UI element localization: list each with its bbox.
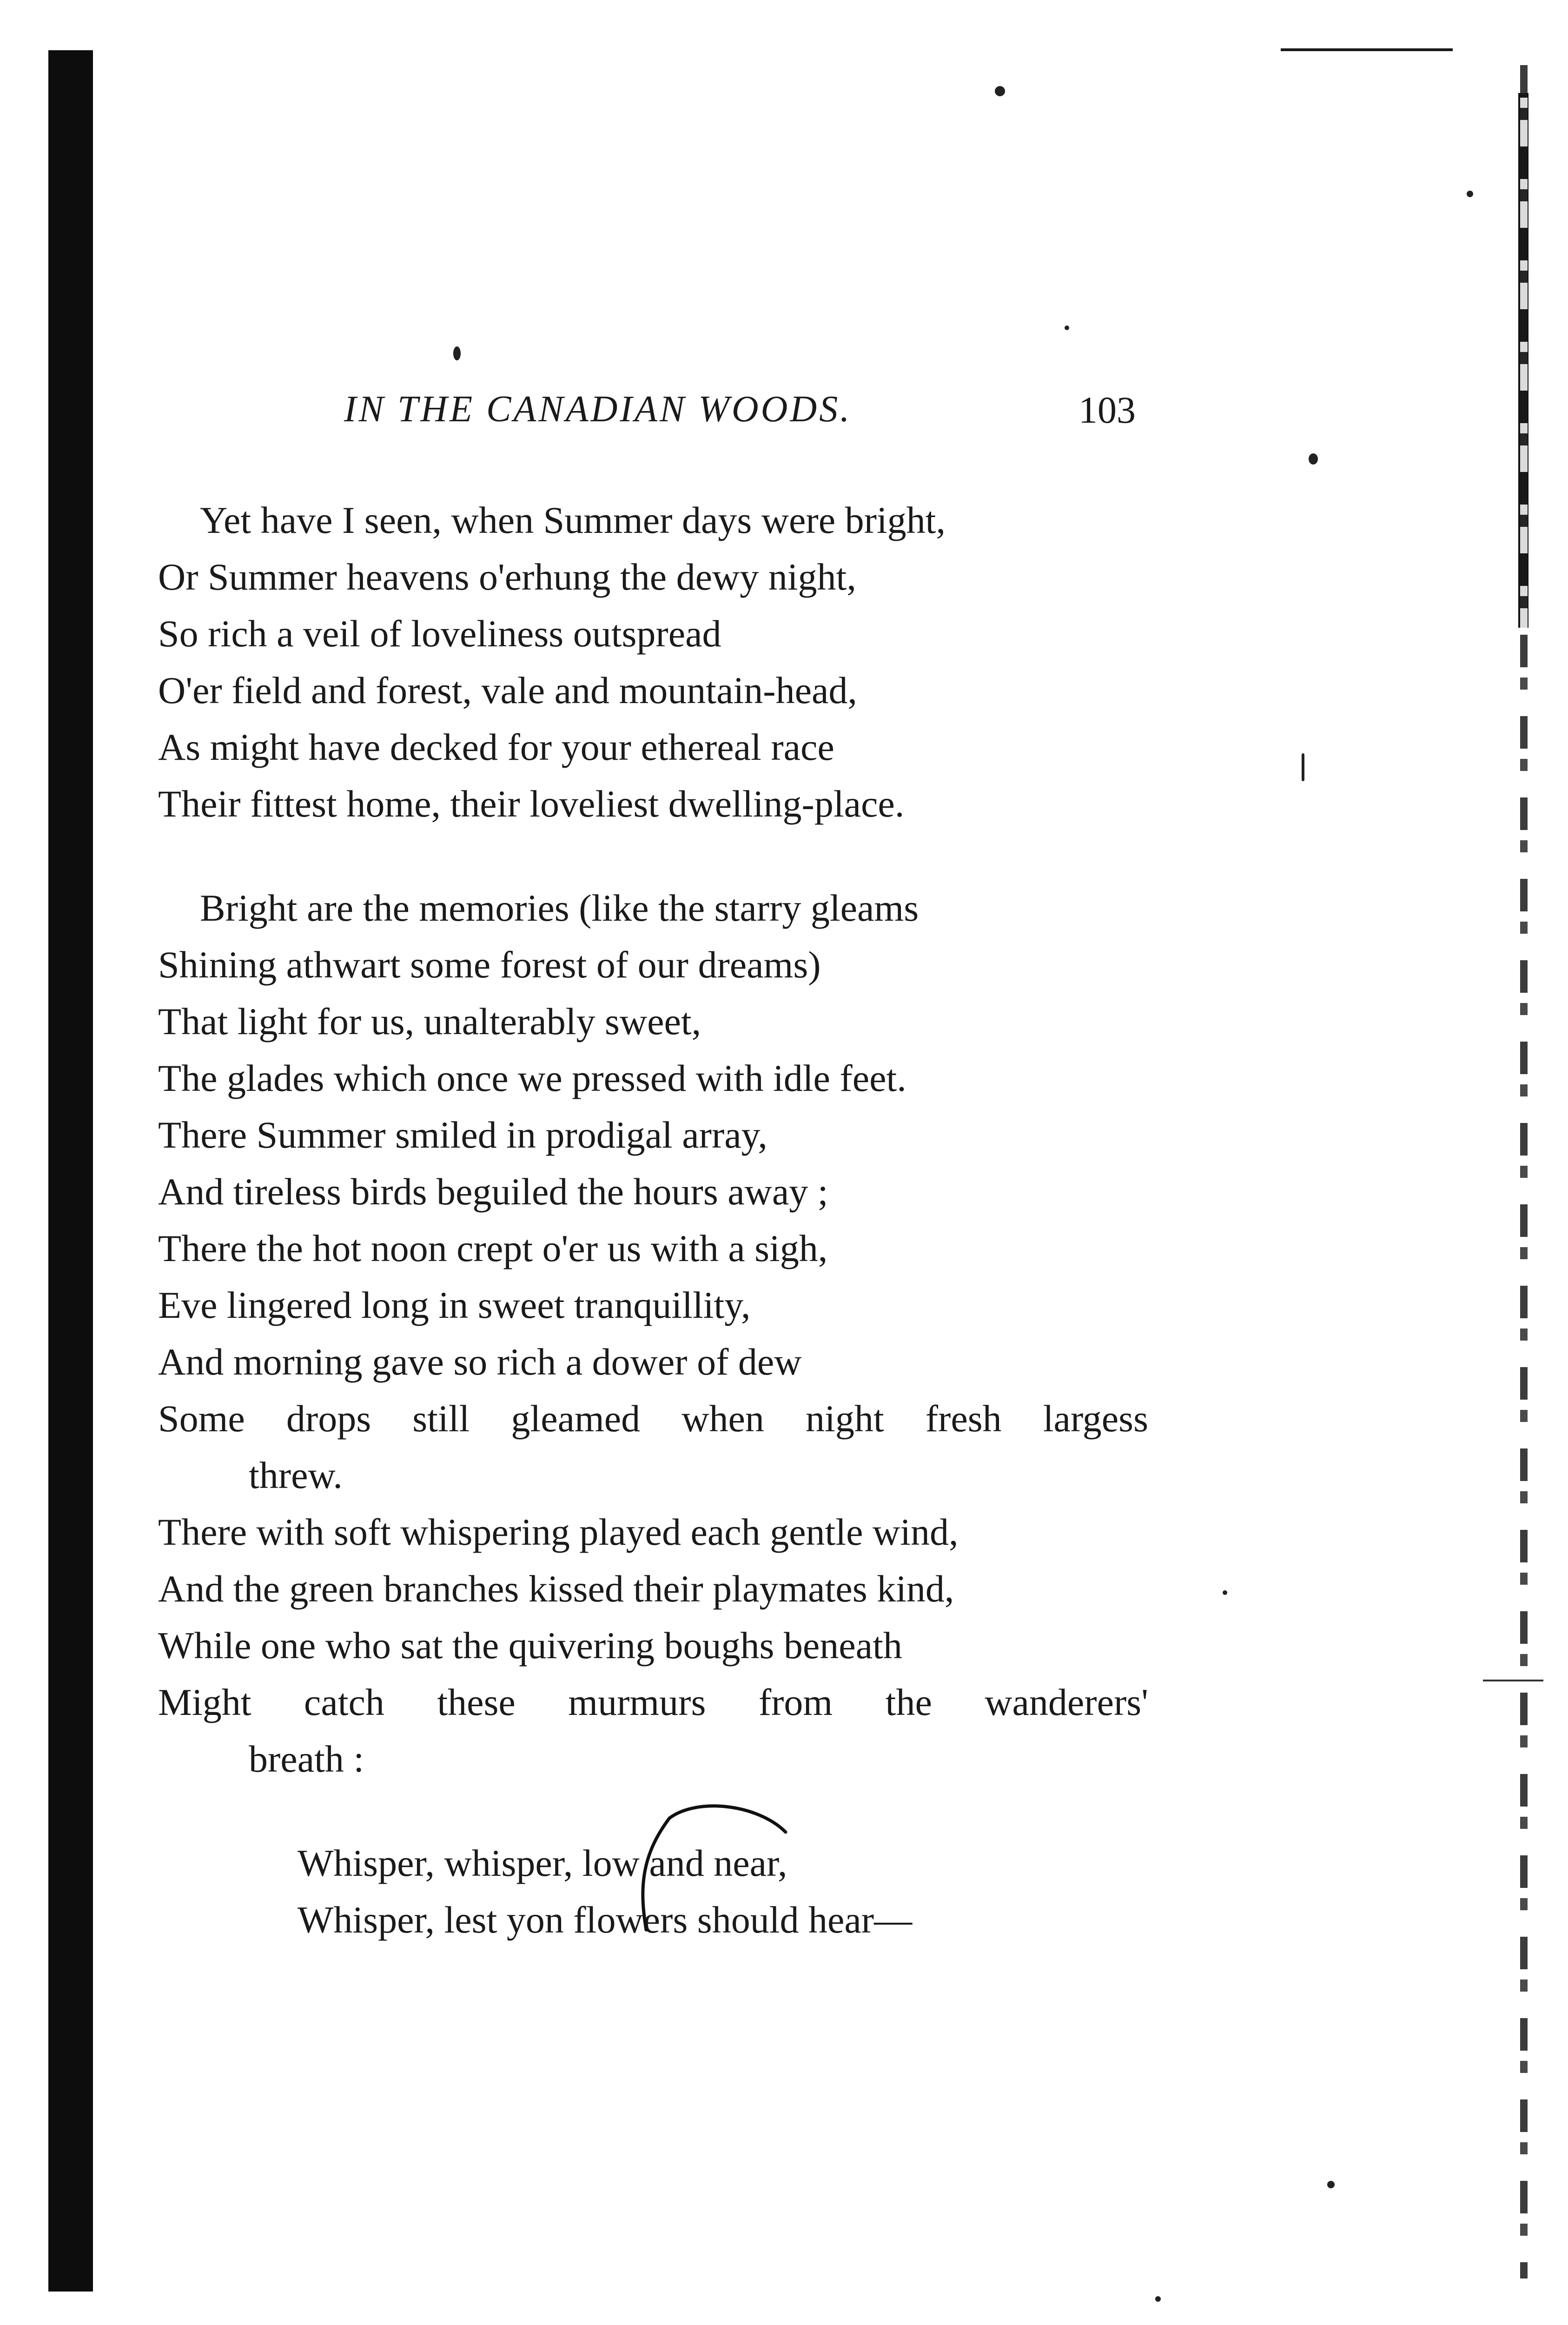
poem-line-continuation: breath : [249, 1738, 364, 1780]
poem-line: And the green branches kissed their playmates kind, [158, 1568, 954, 1610]
poem-line: Whisper, whisper, low and near, [298, 1842, 787, 1884]
poem-line: Their fittest home, their loveliest dwelling-place. [158, 783, 905, 825]
poem-line: And tireless birds beguiled the hours away ; [158, 1170, 828, 1213]
poem-line: Or Summer heavens o'erhung the dewy night, [158, 556, 856, 598]
scan-speck [1065, 326, 1069, 330]
scan-speck [1309, 453, 1318, 465]
scan-speck [1302, 753, 1304, 781]
poem-line: Some drops still gleamed when night fresh largess [158, 1397, 1148, 1440]
poem-line: Whisper, lest yon flowers should hear— [298, 1899, 913, 1941]
poem-line: Bright are the memories (like the starry gleams [200, 887, 919, 929]
poem-line: Eve lingered long in sweet tranquillity, [158, 1284, 751, 1326]
poem-line: The glades which once we pressed with idle feet. [158, 1057, 906, 1099]
poem-line: As might have decked for your ethereal race [158, 726, 834, 768]
scan-edge-rule [1281, 48, 1453, 51]
scan-speck [1223, 1590, 1227, 1595]
poem-line-continuation: threw. [249, 1454, 343, 1496]
scan-speck [1155, 2296, 1161, 2302]
scan-edge-rule-right [1483, 1680, 1543, 1681]
running-header: IN THE CANADIAN WOODS. [344, 389, 852, 430]
poem-line: So rich a veil of loveliness outspread [158, 612, 721, 655]
poem-line: There Summer smiled in prodigal array, [158, 1114, 767, 1156]
scan-speck [1467, 191, 1473, 197]
scan-speck [995, 86, 1005, 96]
scan-speck [1327, 2181, 1335, 2188]
poem-line: O'er field and forest, vale and mountain-head, [158, 669, 857, 711]
poem-line: Yet have I seen, when Summer days were bright, [200, 499, 946, 541]
poem-line: That light for us, unalterably sweet, [158, 1000, 701, 1043]
poem-line: There with soft whispering played each gentle wind, [158, 1511, 959, 1553]
page-edge-right [1520, 65, 1528, 2278]
scan-speck [453, 346, 461, 360]
poem-line: There the hot noon crept o'er us with a sigh, [158, 1227, 828, 1269]
binding-shadow-left [48, 50, 93, 2292]
poem-line: Might catch these murmurs from the wanderers' [158, 1681, 1148, 1723]
poem-line: While one who sat the quivering boughs beneath [158, 1624, 902, 1667]
pencil-mark [618, 1800, 818, 1934]
poem-line: Shining athwart some forest of our dreams) [158, 943, 821, 986]
poem-line: And morning gave so rich a dower of dew [158, 1341, 802, 1383]
page-number: 103 [1078, 389, 1136, 431]
